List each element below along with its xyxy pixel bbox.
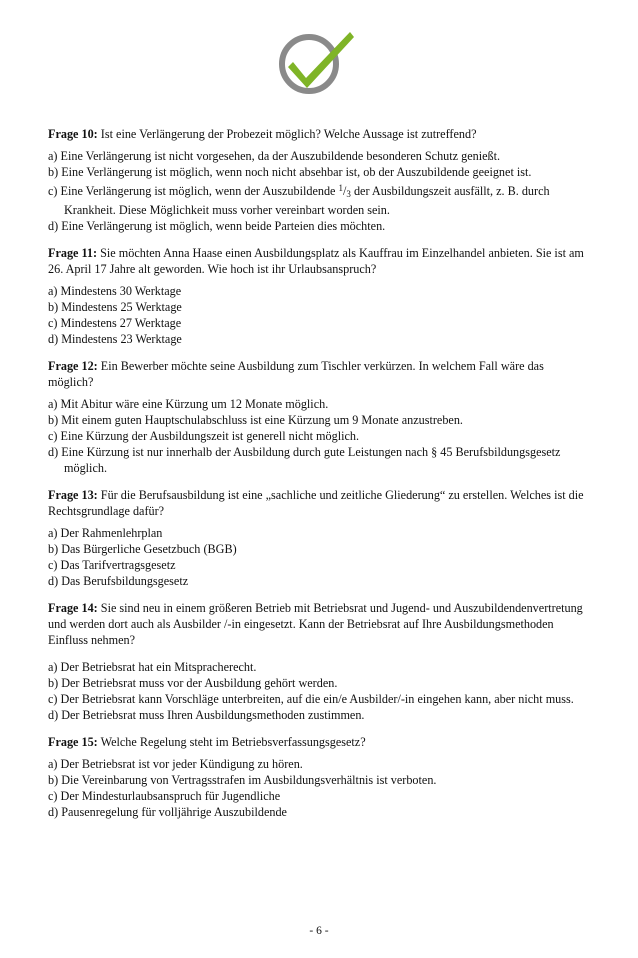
- page-number: - 6 -: [309, 925, 329, 937]
- question-10: [48, 126, 588, 234]
- question-text: Sie möchten Anna Haase einen Ausbildungsplatz als Kauffrau im Einzelhandel anbieten. Sie ist am 26. April 17 Jahre alt geworden. Wie hoch ist ihr Urlaubsanspruch?: [48, 246, 584, 276]
- fraction-denominator: 3: [346, 189, 351, 199]
- answer-option: b) Das Bürgerliche Gesetzbuch (BGB): [48, 542, 237, 556]
- question-list: [48, 126, 588, 831]
- answer-option: c) Das Tarifvertragsgesetz: [48, 558, 176, 572]
- answer-option: c) Mindestens 27 Werktage: [48, 316, 182, 330]
- answer-option: c) Eine Verlängerung ist möglich, wenn der Auszubildende $^1$/3 der Ausbildungszeit ausfällt, z. B. durch Krankheit. Diese Möglichkeit muss vorher vereinbart worden sein.: [48, 183, 550, 217]
- question-15: [48, 734, 588, 820]
- answer-option: a) Mit Abitur wäre eine Kürzung um 12 Monate möglich.: [48, 397, 329, 411]
- question-text: Für die Berufsausbildung ist eine „sachliche und zeitliche Gliederung“ zu erstellen. Welches ist die Rechtsgrundlage dafür?: [48, 488, 584, 518]
- question-12: [48, 358, 588, 476]
- question-14: [48, 600, 588, 723]
- question-text: Ist eine Verlängerung der Probezeit möglich? Welche Aussage ist zutreffend?: [97, 127, 477, 141]
- question-label: Frage 12:: [48, 359, 98, 373]
- answer-option: d) Mindestens 23 Werktage: [48, 332, 182, 346]
- answer-option: d) Eine Kürzung ist nur innerhalb der Ausbildung durch gute Leistungen nach § 45 Berufsbildungsgesetz möglich.: [48, 445, 561, 475]
- question-label: Frage 11:: [48, 246, 98, 260]
- answer-option: a) Der Rahmenlehrplan: [48, 526, 163, 540]
- answer-option: a) Mindestens 30 Werktage: [48, 284, 182, 298]
- answer-option: c) Eine Kürzung der Ausbildungszeit ist generell nicht möglich.: [48, 429, 360, 443]
- checkmark-circle-icon: [276, 26, 358, 96]
- answer-option: d) Das Berufsbildungsgesetz: [48, 574, 189, 588]
- question-label: Frage 14:: [48, 601, 98, 615]
- answer-option: a) Der Betriebsrat ist vor jeder Kündigung zu hören.: [48, 757, 303, 771]
- answer-option: a) Der Betriebsrat hat ein Mitspracherecht.: [48, 660, 257, 674]
- answer-option: b) Die Vereinbarung von Vertragsstrafen im Ausbildungsverhältnis ist verboten.: [48, 773, 437, 787]
- answer-option: b) Mit einem guten Hauptschulabschluss ist eine Kürzung um 9 Monate anzustreben.: [48, 413, 463, 427]
- question-label: Frage 15:: [48, 735, 98, 749]
- answer-option: c) Der Betriebsrat kann Vorschläge unterbreiten, auf die ein/e Ausbilder/-in eingehen kann, aber nicht muss.: [48, 692, 574, 706]
- question-13: [48, 487, 588, 589]
- answer-option: c) Der Mindesturlaubsanspruch für Jugendliche: [48, 789, 281, 803]
- fraction-numerator: 1: [338, 183, 344, 193]
- question-11: [48, 245, 588, 347]
- answer-option: b) Der Betriebsrat muss vor der Ausbildung gehört werden.: [48, 676, 338, 690]
- answer-option: d) Eine Verlängerung ist möglich, wenn beide Parteien dies möchten.: [48, 219, 386, 233]
- answer-option: b) Eine Verlängerung ist möglich, wenn noch nicht absehbar ist, ob der Auszubildende geeignet ist.: [48, 165, 532, 179]
- question-label: Frage 10:: [48, 127, 98, 141]
- answer-option: a) Eine Verlängerung ist nicht vorgesehen, da der Auszubildende besonderen Schutz genießt.: [48, 149, 501, 163]
- question-text: Ein Bewerber möchte seine Ausbildung zum Tischler verkürzen. In welchem Fall wäre das möglich?: [48, 359, 544, 389]
- question-label: Frage 13:: [48, 488, 98, 502]
- answer-option: b) Mindestens 25 Werktage: [48, 300, 182, 314]
- question-text: Welche Regelung steht im Betriebsverfassungsgesetz?: [97, 735, 366, 749]
- answer-option: d) Pausenregelung für volljährige Auszubildende: [48, 805, 287, 819]
- answer-option: d) Der Betriebsrat muss Ihren Ausbildungsmethoden zustimmen.: [48, 708, 365, 722]
- question-text: Sie sind neu in einem größeren Betrieb mit Betriebsrat und Jugend- und Auszubildendenvertretung und werden dort auch als Ausbilder /-in eingesetzt. Kann der Betriebsrat auf Ihre Ausbildungsmethoden Einfluss nehmen?: [48, 601, 583, 647]
